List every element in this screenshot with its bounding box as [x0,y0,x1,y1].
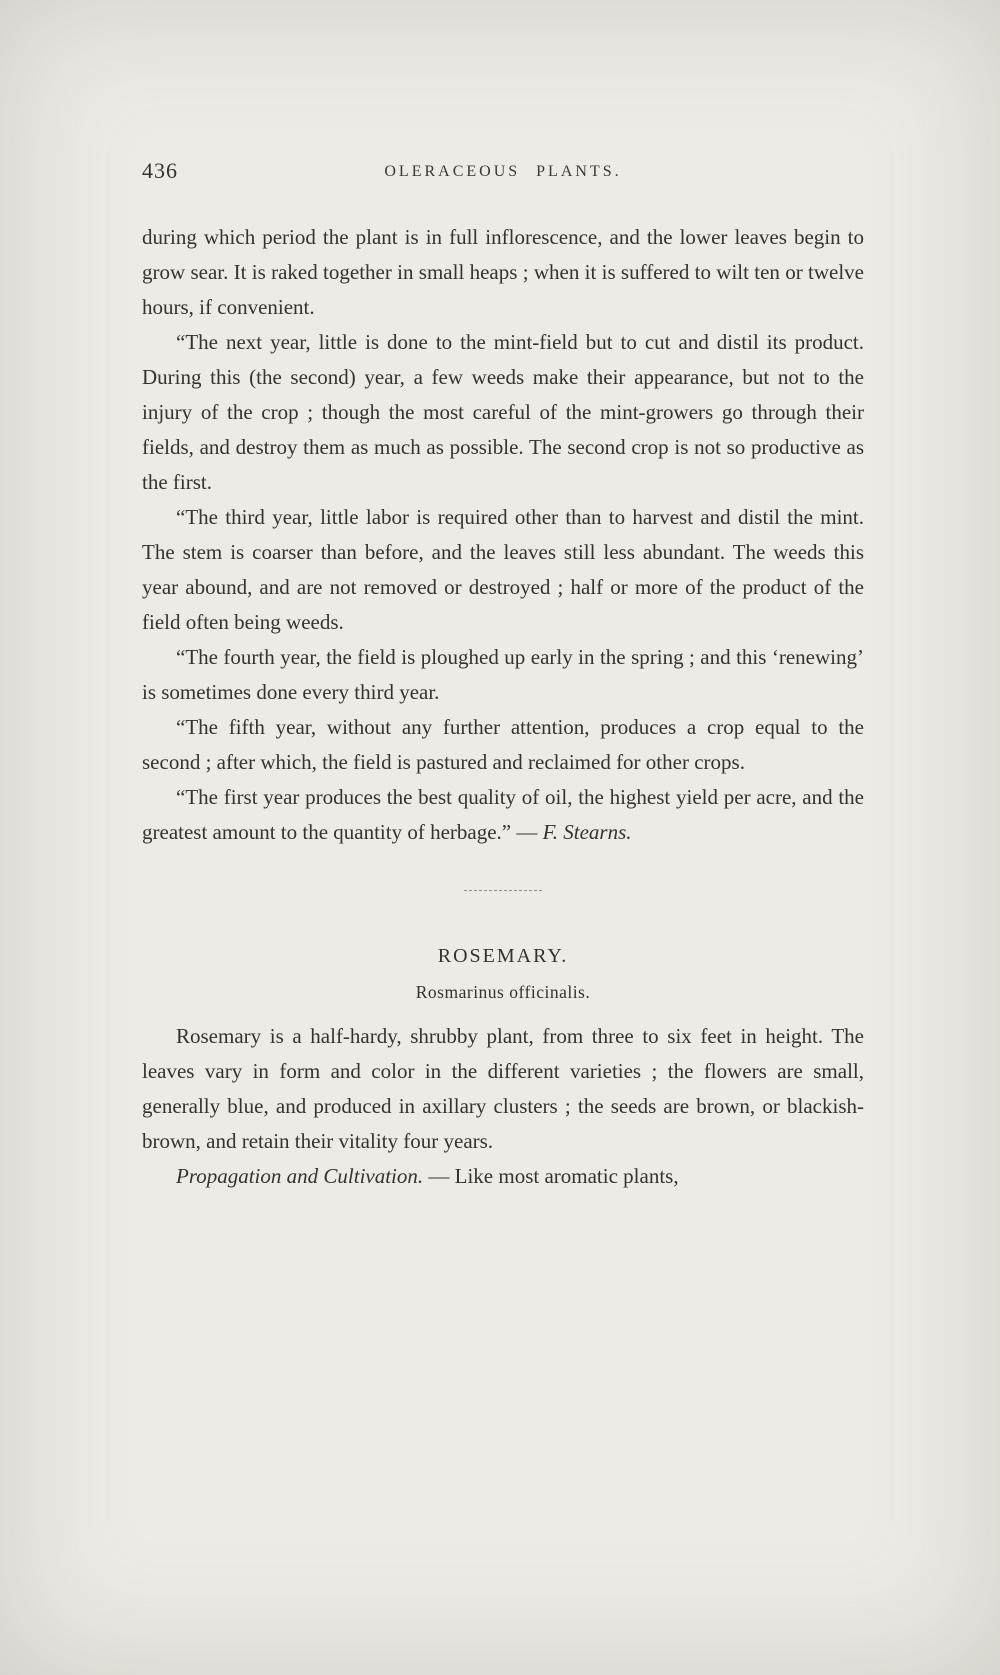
paragraph-with-attribution [142,780,864,850]
paragraph: “The third year, little labor is required other than to harvest and distil the mint. The stem is coarser than before, and the leaves still less abundant. The weeds this year abound, and are not removed or destroyed ; half or more of the product of the field often being weeds. [142,505,864,634]
paragraph-continuation: during which period the plant is in full inflorescence, and the lower leaves begin to grow sear. It is raked together in small heaps ; when it is suffered to wilt ten or twelve hours, if convenient. [142,225,864,319]
section-title: ROSEMARY. [437,945,569,967]
text-block [142,220,864,1194]
paragraph-lead-italic: Propagation and Cultivation. [176,1164,424,1188]
attribution: F. Stearns. [542,820,632,844]
paragraph: “The next year, little is done to the mint-field but to cut and distil its product. During this (the second) year, a few weeds make their appearance, but not to the injury of the crop ; though the most careful of the mint-growers go through their fields, and destroy them as much as possible. The second crop is not so productive as the first. [142,330,864,494]
paragraph: “The fifth year, without any further attention, produces a crop equal to the second ; after which, the field is pastured and reclaimed for other crops. [142,715,864,774]
paragraph-lead-rest: — Like most aromatic plants, [423,1164,679,1188]
page-number: 436 [142,158,178,183]
running-header-title: OLERACEOUS PLANTS. [384,163,622,180]
section-subtitle: Rosmarinus officinalis. [415,982,591,1002]
paragraph-propagation [142,1159,864,1194]
running-header [142,158,864,192]
section-divider [464,890,542,891]
paragraph: “The fourth year, the field is ploughed up early in the spring ; and this ‘renewing’ is sometimes done every third year. [142,645,864,704]
paragraph: Rosemary is a half-hardy, shrubby plant, from three to six feet in height. The leaves vary in form and color in the different varieties ; the flowers are small, generally blue, and produced in axillary clusters ; the seeds are brown, or blackish-brown, and retain their vitality four years. [142,1024,864,1153]
closing-quote-text: “The first year produces the best quality of oil, the highest yield per acre, and the greatest amount to the quantity of herbage.” — [142,785,864,844]
